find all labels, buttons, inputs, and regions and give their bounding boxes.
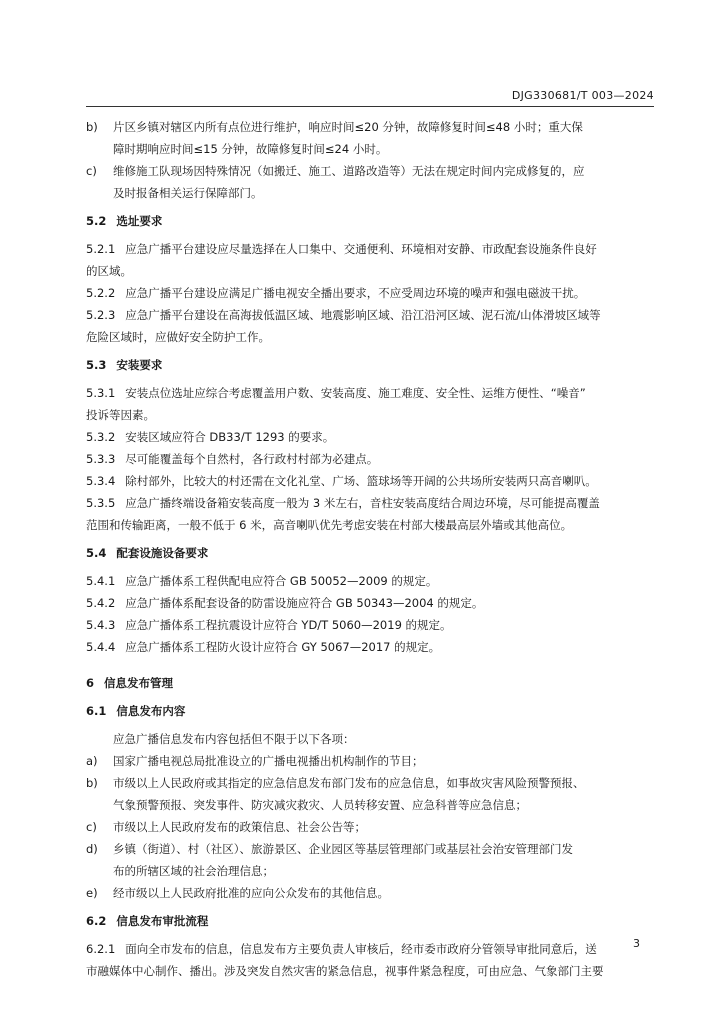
list-item-c: c) 市级以上人民政府发布的政策信息、社会公告等； — [86, 816, 654, 838]
clause-5-3-1: 5.3.1 安装点位选址应综合考虑覆盖用户数、安装高度、施工难度、安全性、运维方便性、“噪音” — [86, 386, 586, 400]
text-line: 维修施工队现场因特殊情况（如搬迁、施工、道路改造等）无法在规定时间内完成修复的，应 — [113, 164, 585, 178]
heading-6-1: 6.1 信息发布内容 — [86, 704, 186, 718]
list-item-b — [86, 116, 654, 160]
clause-5-4-2: 5.4.2 应急广播体系配套设备的防雷设施应符合 GB 50343—2004 的规定。 — [86, 596, 484, 610]
text-line: 市融媒体中心制作、播出。涉及突发自然灾害的紧急信息，视事件紧急程度，可由应急、气象部门主要 — [86, 964, 604, 978]
text-line: 范围和传输距离，一般不低于 6 米，高音喇叭优先考虑安装在村部大楼最高层外墙或其他高位。 — [86, 518, 573, 532]
clause-5-3-4: 5.3.4 除村部外，比较大的村还需在文化礼堂、广场、篮球场等开阔的公共场所安装两只高音喇叭。 — [86, 474, 597, 488]
list-item-c — [86, 160, 654, 204]
heading-6-2: 6.2 信息发布审批流程 — [86, 914, 209, 928]
text-line: 及时报备相关运行保障部门。 — [113, 186, 263, 200]
text-line: 障时期响应时间≤15 分钟，故障修复时间≤24 小时。 — [113, 142, 388, 156]
list-item-d: d) 乡镇（街道）、村（社区）、旅游景区、企业园区等基层管理部门或基层社会治安管理部门发 布的所辖区域的社会治理信息； — [86, 838, 654, 882]
list-item-b: b) 市级以上人民政府或其指定的应急信息发布部门发布的应急信息，如事故灾害风险预警预报、 气象预警预报、突发事件、防灾减灾救灾、人员转移安置、应急科普等应急信息； — [86, 772, 654, 816]
list-marker: d) — [86, 842, 98, 856]
document-code: DJG330681/T 003—2024 — [511, 89, 654, 102]
clause-5-4-4: 5.4.4 应急广播体系工程防火设计应符合 GY 5067—2017 的规定。 — [86, 640, 441, 654]
list-marker: e) — [86, 886, 98, 900]
clause-5-2-1: 5.2.1 应急广播平台建设应尽量选择在人口集中、交通便利、环境相对安静、市政配套设施条件良好 — [86, 242, 597, 256]
clause-5-4-3: 5.4.3 应急广播体系工程抗震设计应符合 YD/T 5060—2019 的规定。 — [86, 618, 452, 632]
heading-5-3: 5.3 安装要求 — [86, 358, 163, 372]
heading-6: 6 信息发布管理 — [86, 676, 174, 690]
clause-5-4-1: 5.4.1 应急广播体系工程供配电应符合 GB 50052—2009 的规定。 — [86, 574, 438, 588]
clause-5-2-3: 5.2.3 应急广播平台建设在高海拔低温区域、地震影响区域、沿江沿河区域、泥石流/山体滑坡区域等 — [86, 308, 601, 322]
clause-5-2-2: 5.2.2 应急广播平台建设应满足广播电视安全播出要求，不应受周边环境的噪声和强电磁波干扰。 — [86, 286, 586, 300]
list-marker: a) — [86, 754, 98, 768]
text-line: 危险区域时，应做好安全防护工作。 — [86, 330, 270, 344]
text-line: 片区乡镇对辖区内所有点位进行维护，响应时间≤20 分钟，故障修复时间≤48 小时；重大保 — [113, 120, 583, 134]
intro-line: 应急广播信息发布内容包括但不限于以下各项： — [113, 732, 355, 746]
heading-5-4: 5.4 配套设施设备要求 — [86, 546, 209, 560]
list-item-a: a) 国家广播电视总局批准设立的广播电视播出机构制作的节目； — [86, 750, 654, 772]
list-marker: c) — [86, 820, 97, 834]
clause-5-3-3: 5.3.3 尽可能覆盖每个自然村，各行政村村部为必建点。 — [86, 452, 379, 466]
clause-5-3-5: 5.3.5 应急广播终端设备箱安装高度一般为 3 米左右，音柱安装高度结合周边环境，尽可能提高覆盖 — [86, 496, 600, 510]
list-marker: b) — [86, 120, 98, 134]
header-rule — [86, 106, 654, 107]
list-marker: c) — [86, 164, 97, 178]
list-item-e: e) 经市级以上人民政府批准的应向公众发布的其他信息。 — [86, 882, 654, 904]
text-line: 的区域。 — [86, 264, 132, 278]
page-content — [86, 116, 654, 982]
list-marker: b) — [86, 776, 98, 790]
heading-5-2: 5.2 选址要求 — [86, 214, 163, 228]
clause-6-2-1: 6.2.1 面向全市发布的信息，信息发布方主要负责人审核后，经市委市政府分管领导审批同意后，送 — [86, 942, 597, 956]
text-line: 投诉等因素。 — [86, 408, 155, 422]
page-number: 3 — [633, 937, 640, 950]
clause-5-3-2: 5.3.2 安装区域应符合 DB33/T 1293 的要求。 — [86, 430, 335, 444]
